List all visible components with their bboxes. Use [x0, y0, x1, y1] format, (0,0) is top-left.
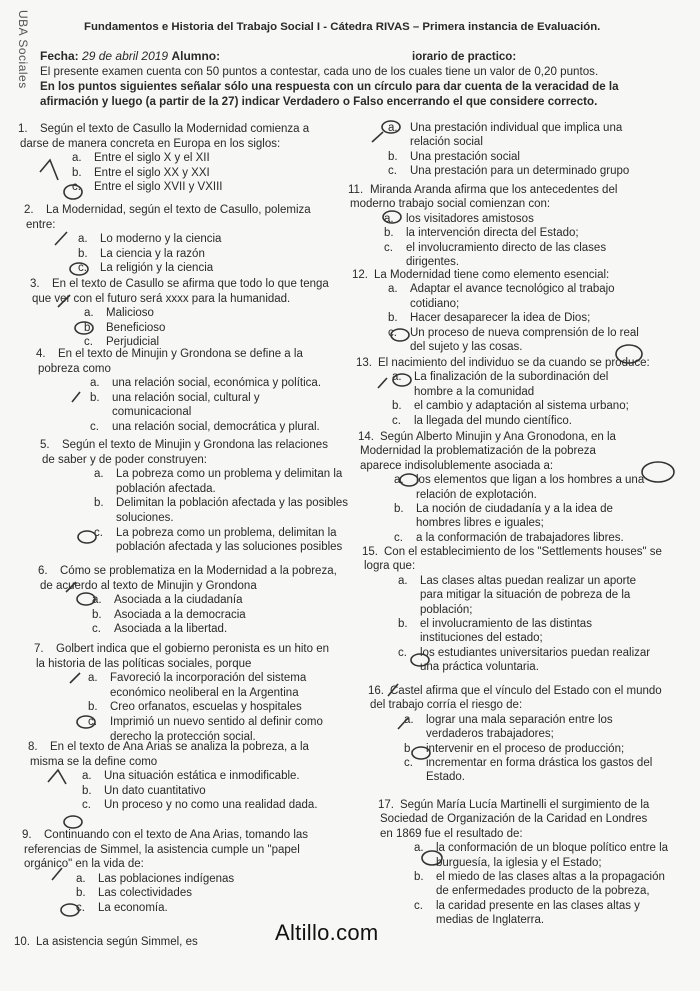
- right-option-letter: c.: [404, 757, 413, 769]
- fecha-label: Fecha:: [40, 49, 79, 63]
- right-question-number: 16.: [368, 685, 384, 697]
- right-question-text: logra que:: [364, 560, 416, 573]
- left-question-number: 2.: [24, 204, 34, 216]
- right-option-text: dirigentes.: [406, 256, 460, 268]
- left-option-text: Un dato cuantitativo: [104, 784, 206, 797]
- right-question-number: 15.: [362, 546, 378, 558]
- right-option-letter: b.: [414, 871, 424, 883]
- right-option-letter: c.: [384, 241, 393, 254]
- alumno-label: Alumno:: [171, 49, 221, 63]
- right-option-letter: b.: [398, 618, 408, 630]
- exam-title: Fundamentos e Historia del Trabajo Social I - Cátedra RIVAS – Primera instancia de Evaluación.: [84, 21, 601, 33]
- left-option-letter: a.: [82, 770, 92, 783]
- left-option-text: Asociada a la ciudadanía: [114, 594, 243, 607]
- right-option-text: Estado.: [426, 771, 465, 784]
- left-question-text: de acuerdo al texto de Minujin y Grondona: [40, 579, 257, 592]
- left-question-text: Golbert indica que el gobierno peronista es un hito en: [56, 643, 329, 655]
- left-option-letter: a.: [88, 672, 98, 685]
- right-option-letter: c.: [414, 899, 423, 912]
- left-option-text: una relación social, democrática y plural.: [112, 421, 320, 433]
- right-option-letter: c.: [392, 414, 401, 427]
- left-option-letter: b.: [88, 701, 98, 714]
- intro-line-3: afirmación y luego (a partir de la 27) indicar Verdadero o Falso encerrando el que considere correcto.: [40, 95, 598, 108]
- left-option-text: Delimitan la población afectada y las posibles: [116, 497, 349, 510]
- right-option-text: Un proceso de nueva comprensión de lo real: [410, 326, 639, 339]
- right-option-letter: b.: [392, 400, 402, 413]
- left-question-text: En el texto de Casullo se afirma que todo lo que tenga: [52, 278, 329, 290]
- right-option-letter: a.: [404, 713, 414, 726]
- left-option-letter: c.: [84, 336, 93, 349]
- left-question-number: 8.: [28, 741, 38, 753]
- right-question-text: Con el establecimiento de los "Settlements houses" se: [384, 546, 662, 558]
- left-option-letter: a.: [78, 233, 88, 246]
- right-option-text: a la conformación de trabajadores libres.: [416, 531, 624, 544]
- right-option-letter: a.: [398, 574, 408, 587]
- right-option-letter: a.: [414, 842, 424, 855]
- right-option-text: Adaptar el avance tecnológico al trabajo: [410, 283, 615, 296]
- right-option-text: La finalización de la subordinación del: [414, 371, 609, 384]
- left-option-letter: c.: [78, 262, 87, 275]
- left-option-text: Asociada a la democracia: [114, 608, 246, 621]
- right-question-text: Según Alberto Minujin y Ana Gronodona, en la: [380, 431, 616, 443]
- left-option-text: Entre el siglo XVII y VXIII: [94, 181, 223, 194]
- right-option-text: incrementar en forma drástica los gastos del: [426, 757, 653, 769]
- right-option-letter: c.: [394, 531, 403, 544]
- left-option-text: Perjudicial: [106, 336, 160, 349]
- right-option-text: población;: [420, 603, 473, 616]
- right-option-text: verdaderos trabajadores;: [426, 728, 554, 741]
- left-option-letter: b.: [92, 608, 102, 621]
- left-option-letter: a.: [90, 377, 100, 390]
- left-question-text: misma se la define como: [30, 755, 158, 768]
- right-option-text: una práctica voluntaria.: [420, 661, 539, 674]
- left-option-text: comunicacional: [112, 406, 192, 419]
- margin-mark-14: [642, 462, 674, 482]
- left-option-letter: a.: [94, 468, 104, 481]
- answer-circle-8: [64, 816, 82, 828]
- right-question-number: 11.: [348, 184, 364, 196]
- right-option-text: medias de Inglaterra.: [436, 914, 545, 927]
- intro-line-1: El presente examen cuenta con 50 puntos a contestar, cada uno de los cuales tiene un valor de 0,20 puntos.: [40, 65, 599, 78]
- left-option-letter: c.: [92, 623, 101, 636]
- right-option-text: hombre a la comunidad: [414, 385, 535, 398]
- right-option-text: el cambio y adaptación al sistema urbano;: [414, 400, 629, 413]
- right-question-number: 13.: [356, 357, 372, 369]
- left-option-text: La pobreza como un problema y delimitan la: [116, 468, 343, 481]
- left-option-letter: a.: [76, 872, 86, 885]
- left-question-number: 6.: [38, 565, 48, 577]
- right-option-text: Las clases altas puedan realizar un aporte: [420, 574, 637, 587]
- right-option-letter: a.: [394, 474, 404, 487]
- left-question-text: Según el texto de Minujin y Grondona las relaciones: [62, 439, 328, 451]
- right-option-text: intervenir en el proceso de producción;: [426, 742, 625, 755]
- left-question-text: Cómo se problematiza en la Modernidad a la pobreza,: [60, 565, 337, 577]
- right-option-text: los estudiantes universitarios puedan realizar: [420, 646, 651, 659]
- right-question-text: El nacimiento del individuo se da cuando se produce:: [378, 357, 650, 369]
- right-option-text: lograr una mala separación entre los: [426, 713, 613, 726]
- left-option-text: La religión y la ciencia: [100, 262, 214, 275]
- left-option-text: La economía.: [98, 902, 168, 914]
- left-option-text: Asociada a la libertad.: [114, 623, 228, 636]
- right-option-text: el miedo de las clases altas a la propagación: [436, 871, 665, 883]
- logo-text: UBA Sociales: [16, 10, 30, 89]
- left-option-letter: b.: [84, 321, 94, 334]
- left-question-text: referencias de Simmel, la asistencia cumple un "papel: [24, 843, 300, 856]
- left-option-text: Un proceso y no como una realidad dada.: [104, 799, 318, 812]
- right-option-text: burguesía, la iglesia y el Estado;: [436, 856, 602, 869]
- left-option-letter: b.: [94, 497, 104, 510]
- left-option-letter: c.: [90, 421, 99, 433]
- left-option-letter: b.: [90, 391, 100, 404]
- right-question-text: aparece indisolublemente asociada a:: [360, 459, 554, 472]
- left-question-number: 5.: [40, 439, 50, 451]
- right-question-text: Sociedad de Organización de la Caridad en Londres: [380, 813, 648, 826]
- left-option-text: derecho la protección social.: [110, 730, 256, 743]
- left-question-number: 10.: [14, 936, 30, 948]
- right-option-letter: c.: [398, 646, 407, 659]
- altillo-watermark: Altillo.com: [275, 920, 379, 945]
- right-option-text: Una prestación para un determinado grupo: [410, 165, 630, 178]
- right-option-text: Una prestación social: [410, 150, 520, 163]
- left-option-letter: c.: [76, 902, 85, 914]
- right-option-letter: a.: [388, 283, 398, 296]
- right-option-letter: c.: [388, 165, 397, 178]
- uba-sociales-logo: [2, 6, 30, 106]
- left-question-number: 1.: [18, 123, 28, 135]
- right-question-text: moderno trabajo social comienzan con:: [350, 198, 551, 211]
- left-option-letter: b.: [76, 887, 86, 900]
- right-question-number: 17.: [378, 799, 394, 811]
- left-option-letter: c.: [88, 716, 97, 728]
- right-option-text: de enfermedades producto de la pobreza,: [436, 885, 650, 898]
- right-option-letter: a.: [388, 122, 398, 134]
- right-option-text: la llegada del mundo científico.: [414, 414, 572, 427]
- right-option-text: hombres libres e iguales;: [416, 517, 544, 530]
- left-question-number: 3.: [30, 278, 40, 290]
- left-question-number: 9.: [22, 829, 32, 841]
- left-question-text: En el texto de Ana Arias se analiza la pobreza, a la: [50, 741, 309, 753]
- left-question-text: que ver con el futuro será xxxx para la humanidad.: [32, 292, 291, 305]
- left-question-text: pobreza como: [38, 362, 111, 375]
- left-option-text: población afectada.: [116, 482, 216, 495]
- right-option-letter: a.: [392, 371, 402, 384]
- left-option-letter: a.: [84, 307, 94, 320]
- left-option-letter: a.: [72, 152, 82, 165]
- left-option-text: económico neoliberal en la Argentina: [110, 686, 299, 699]
- left-question-text: de saber y de poder construyen:: [42, 453, 207, 466]
- left-option-text: Imprimió un nuevo sentido al definir como: [110, 716, 323, 728]
- right-question-text: en 1869 fue el resultado de:: [380, 827, 523, 840]
- left-question-number: 4.: [36, 348, 46, 360]
- left-option-text: Favoreció la incorporación del sistema: [110, 672, 307, 685]
- right-option-text: el involucramiento de las distintas: [420, 618, 592, 630]
- right-question-text: Según María Lucía Martinelli el surgimiento de la: [400, 799, 650, 811]
- right-option-letter: b.: [388, 150, 398, 163]
- right-option-text: la caridad presente en las clases altas y: [436, 899, 640, 912]
- right-question-text: La Modernidad tiene como elemento esencial:: [374, 269, 610, 281]
- right-option-text: los visitadores amistosos: [406, 212, 534, 225]
- left-option-letter: c.: [72, 181, 81, 194]
- left-question-text: Según el texto de Casullo la Modernidad comienza a: [40, 123, 310, 135]
- right-question-text: Castel afirma que el vínculo del Estado con el mundo: [390, 685, 662, 697]
- left-option-text: Entre el siglo X y el XII: [94, 152, 210, 165]
- left-option-text: una relación social, cultural y: [112, 391, 260, 404]
- right-option-text: relación social: [410, 136, 483, 149]
- right-option-text: para mitigar la situación de pobreza de la: [420, 589, 631, 602]
- right-question-number: 12.: [352, 269, 368, 281]
- left-question-text: Continuando con el texto de Ana Arias, tomando las: [44, 829, 309, 841]
- left-option-letter: a.: [92, 594, 102, 607]
- left-option-text: Una situación estática e inmodificable.: [104, 770, 300, 783]
- right-option-letter: b.: [388, 312, 398, 325]
- left-option-text: Las colectividades: [98, 887, 192, 900]
- right-option-text: la intervención directa del Estado;: [406, 227, 579, 240]
- left-option-text: una relación social, económica y política.: [112, 377, 322, 390]
- right-option-letter: c.: [388, 326, 397, 339]
- right-option-text: relación de explotación.: [416, 488, 537, 501]
- left-option-text: población afectada y las soluciones posibles: [116, 541, 343, 554]
- left-option-text: La ciencia y la razón: [100, 247, 205, 260]
- left-question-text: orgánico" en la vida de:: [24, 858, 144, 871]
- left-option-letter: b.: [82, 784, 92, 797]
- right-question-text: Modernidad la problematización de la pobreza: [360, 445, 596, 458]
- left-question-text: entre:: [26, 218, 56, 231]
- left-option-text: Creo orfanatos, escuelas y hospitales: [110, 701, 302, 714]
- left-option-text: Lo moderno y la ciencia: [100, 233, 222, 246]
- left-option-letter: c.: [94, 526, 103, 539]
- right-option-letter: b.: [394, 503, 404, 515]
- right-option-letter: b.: [404, 742, 414, 755]
- right-question-number: 14.: [358, 431, 374, 443]
- right-question-text: del trabajo corría el riesgo de:: [370, 699, 523, 712]
- left-option-text: La pobreza como un problema, delimitan la: [116, 526, 337, 539]
- horario-label: iorario de practico:: [412, 51, 517, 63]
- right-option-text: La noción de ciudadanía y a la idea de: [416, 503, 613, 515]
- left-question-text: En el texto de Minujin y Grondona se define a la: [58, 348, 303, 360]
- left-question-text: la historia de las políticas sociales, porque: [36, 657, 252, 670]
- right-question-text: Miranda Aranda afirma que los antecedentes del: [370, 184, 618, 196]
- left-option-letter: c.: [82, 799, 91, 812]
- left-option-text: soluciones.: [116, 512, 174, 524]
- left-question-number: 7.: [34, 643, 44, 655]
- right-option-text: del sujeto y las cosas.: [410, 341, 523, 353]
- left-option-text: Entre el siglo XX y XXI: [94, 166, 210, 179]
- fecha-value: 29 de abril 2019: [82, 49, 169, 63]
- right-option-text: la conformación de un bloque político entre la: [436, 842, 669, 855]
- fecha-row: [40, 49, 220, 63]
- right-option-text: instituciones del estado;: [420, 632, 543, 645]
- left-option-text: Las poblaciones indígenas: [98, 872, 235, 885]
- right-option-text: cotidiano;: [410, 297, 460, 310]
- left-option-letter: b.: [72, 166, 82, 179]
- right-option-text: Hacer desaparecer la idea de Dios;: [410, 312, 591, 325]
- right-option-letter: a.: [384, 212, 394, 225]
- left-question-text: darse de manera concreta en Europa en los siglos:: [20, 137, 281, 150]
- left-question-text: La Modernidad, según el texto de Casullo, polemiza: [46, 204, 311, 216]
- right-option-text: los elementos que ligan a los hombres a una: [416, 474, 645, 487]
- left-option-text: Malicioso: [106, 307, 154, 320]
- intro-line-2: En los puntos siguientes señalar sólo una respuesta con un círculo para dar cuenta de la veracidad de la: [40, 80, 619, 93]
- right-option-letter: b.: [384, 227, 394, 240]
- right-option-text: Una prestación individual que implica una: [410, 122, 623, 134]
- left-option-letter: b.: [78, 247, 88, 260]
- right-option-text: el involucramiento directo de las clases: [406, 241, 607, 254]
- left-question-text: La asistencia según Simmel, es: [36, 936, 198, 948]
- left-option-text: Beneficioso: [106, 321, 166, 334]
